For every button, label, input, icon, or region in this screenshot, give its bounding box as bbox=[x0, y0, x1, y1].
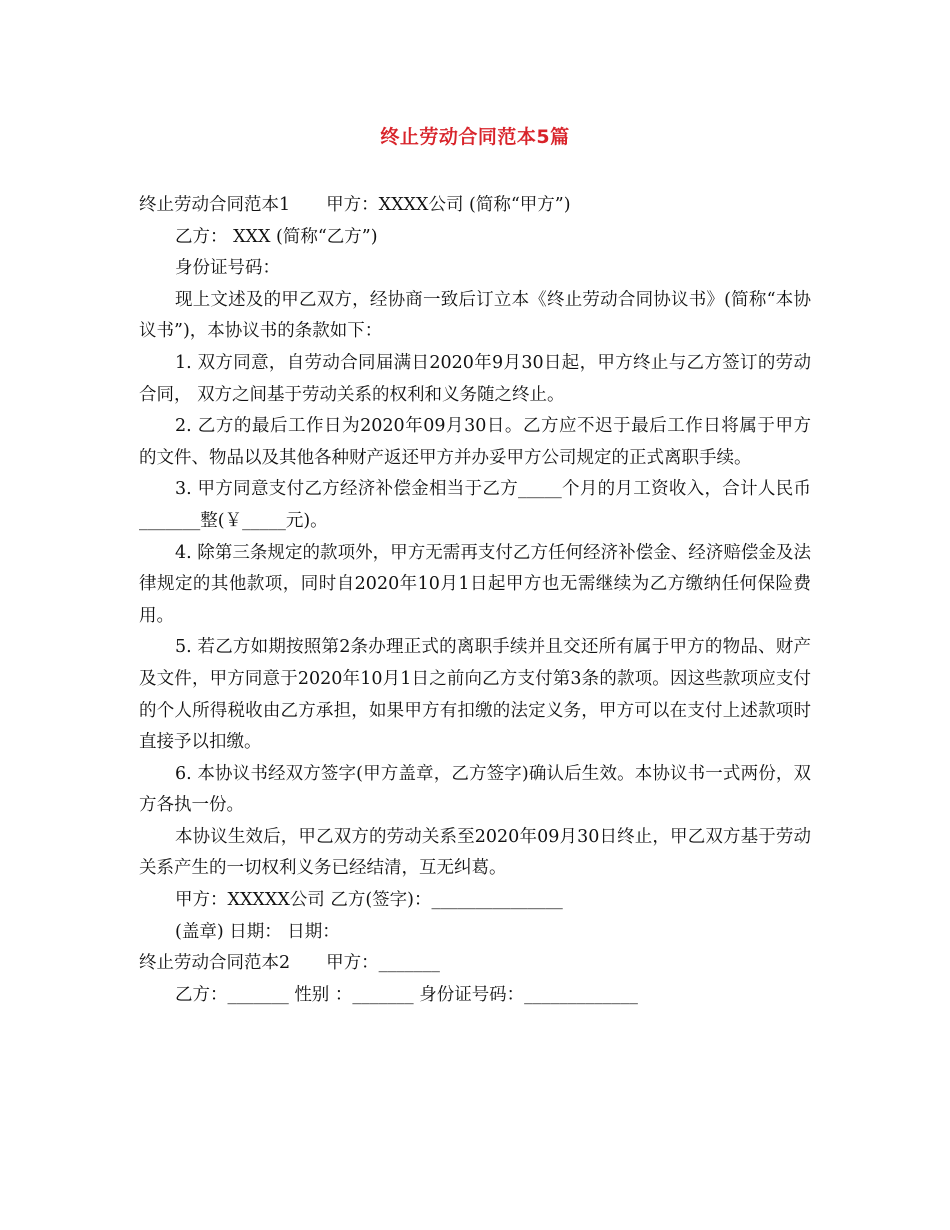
sample1-heading-line bbox=[139, 190, 811, 222]
clause-3: 3. 甲方同意支付乙方经济补偿金相当于乙方_____个月的月工资收入，合计人民币_______整(￥_____元)。 bbox=[139, 479, 811, 531]
document-title: 终止劳动合同范本5篇 bbox=[380, 126, 570, 148]
sample2-heading-line bbox=[139, 948, 811, 980]
clause-1: 1. 双方同意，自劳动合同届满日2020年9月30日起，甲方终止与乙方签订的劳动合同， 双方之间基于劳动关系的权利和义务随之终止。 bbox=[139, 352, 811, 405]
sample1-heading: 终止劳动合同范本1 bbox=[139, 195, 291, 215]
sample2-party-b-line: 乙方：_______ 性别 ：_______ 身份证号码：_____________ bbox=[175, 984, 638, 1005]
sample1-id-number: 身份证号码： bbox=[175, 258, 280, 279]
clause-4: 4. 除第三条规定的款项外，甲方无需再支付乙方任何经济补偿金、经济赔偿金及法律规定的其他款项，同时自2020年10月1日起甲方也无需继续为乙方缴纳任何保险费用。 bbox=[139, 542, 811, 626]
sample1-party-b: 乙方： XXX (简称“乙方”) bbox=[175, 226, 378, 247]
sample1-party-a: 甲方：XXXX公司 (简称“甲方”) bbox=[326, 195, 571, 215]
sample2-party-a: 甲方：_______ bbox=[326, 953, 440, 974]
sample2-heading: 终止劳动合同范本2 bbox=[139, 953, 291, 974]
sample1-intro: 现上文述及的甲乙双方，经协商一致后订立本《终止劳动合同协议书》(简称“本协议书”)，本协议书的条款如下： bbox=[139, 289, 811, 342]
document-body bbox=[139, 190, 811, 1011]
clause-5: 5. 若乙方如期按照第2条办理正式的离职手续并且交还所有属于甲方的物品、财产及文件，甲方同意于2020年10月1日之前向乙方支付第3条的款项。因这些款项应支付的个人所得税收由乙方承担，如果甲方有扣缴的法定义务，甲方可以在支付上述款项时直接予以扣缴。 bbox=[139, 637, 811, 753]
sample1-date-line: (盖章) 日期： 日期： bbox=[175, 921, 340, 942]
clause-6: 6. 本协议书经双方签字(甲方盖章，乙方签字)确认后生效。本协议书一式两份，双方各执一份。 bbox=[139, 763, 811, 816]
sample1-closing: 本协议生效后，甲乙双方的劳动关系至2020年09月30日终止，甲乙双方基于劳动关系产生的一切权利义务已经结清，互无纠葛。 bbox=[139, 826, 811, 879]
sample1-signature-line: 甲方：XXXXX公司 乙方(签字)：_______________ bbox=[175, 890, 563, 911]
clause-2: 2. 乙方的最后工作日为2020年09月30日。乙方应不迟于最后工作日将属于甲方的文件、物品以及其他各种财产返还甲方并办妥甲方公司规定的正式离职手续。 bbox=[139, 416, 811, 468]
